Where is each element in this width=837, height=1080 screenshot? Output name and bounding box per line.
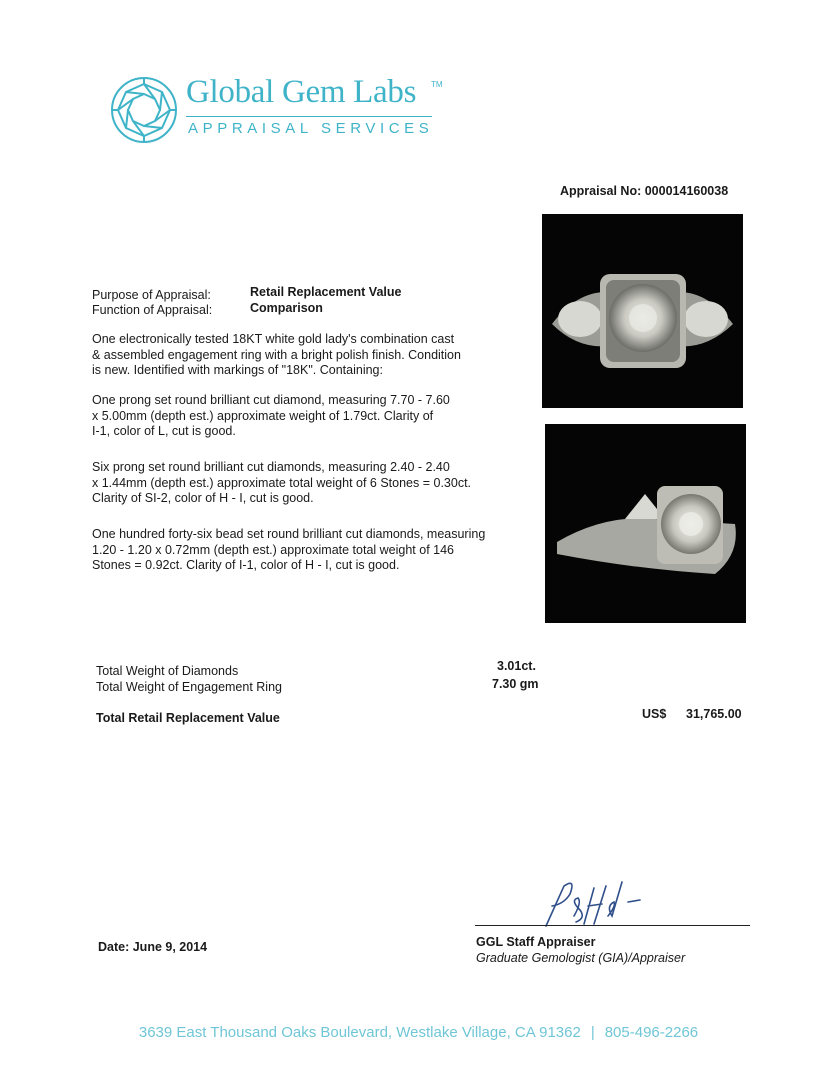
- ring-weight-label: Total Weight of Engagement Ring: [96, 680, 282, 694]
- ring-photo-top: [542, 214, 743, 408]
- footer-contact: [0, 1024, 837, 1041]
- brand-name: Global Gem Labs: [186, 74, 417, 110]
- description-line: Clarity of SI-2, color of H - I, cut is good.: [92, 491, 314, 505]
- currency-label: US$: [642, 707, 667, 721]
- diamond-weight-label: Total Weight of Diamonds: [96, 664, 239, 678]
- footer-address: 3639 East Thousand Oaks Boulevard, Westlake Village, CA 91362: [138, 1024, 581, 1041]
- description-line: 1.20 - 1.20 x 0.72mm (depth est.) approximate total weight of 146: [92, 542, 455, 557]
- appraiser-name: GGL Staff Appraiser: [476, 935, 596, 949]
- side-diamonds-description: [92, 460, 471, 507]
- brand-subtitle: APPRAISAL SERVICES: [188, 120, 434, 137]
- description-line: Stones = 0.92ct. Clarity of I-1, color of H - I, cut is good.: [92, 558, 400, 572]
- signature-image: [536, 876, 646, 932]
- description-line: x 1.44mm (depth est.) approximate total weight of 6 Stones = 0.30ct.: [92, 475, 472, 490]
- purpose-value: Retail Replacement Value: [250, 285, 402, 299]
- purpose-label: Purpose of Appraisal:: [92, 288, 211, 302]
- bead-diamonds-description: [92, 527, 485, 574]
- appraiser-title: Graduate Gemologist (GIA)/Appraiser: [476, 951, 686, 965]
- description-line: One prong set round brilliant cut diamond, measuring 7.70 - 7.60: [92, 393, 450, 407]
- function-label: Function of Appraisal:: [92, 303, 213, 317]
- description-line: I-1, color of L, cut is good.: [92, 424, 236, 438]
- description-line: One electronically tested 18KT white gold lady's combination cast: [92, 332, 455, 346]
- retail-value-label: Total Retail Replacement Value: [96, 711, 280, 725]
- trademark-mark: TM: [431, 80, 443, 89]
- footer-phone: 805-496-2266: [604, 1024, 699, 1041]
- function-value: Comparison: [250, 301, 323, 315]
- description-line: x 5.00mm (depth est.) approximate weight of 1.79ct. Clarity of: [92, 408, 434, 423]
- appraisal-date: Date: June 9, 2014: [98, 940, 208, 954]
- diamond-weight-value: 3.01ct.: [497, 659, 536, 673]
- ring-photo-side: [545, 424, 746, 623]
- brand-divider: [186, 116, 432, 117]
- diamond-circle-icon: [110, 76, 178, 144]
- description-line: is new. Identified with markings of "18K". Containing:: [92, 363, 383, 377]
- signature-line: [475, 925, 750, 926]
- ring-weight-value: 7.30 gm: [492, 677, 539, 691]
- retail-value-amount: 31,765.00: [686, 707, 742, 721]
- ring-description: [92, 332, 461, 379]
- footer-separator: |: [590, 1024, 595, 1041]
- center-diamond-description: [92, 393, 450, 440]
- description-line: One hundred forty-six bead set round brilliant cut diamonds, measuring: [92, 527, 486, 541]
- description-line: Six prong set round brilliant cut diamonds, measuring 2.40 - 2.40: [92, 460, 450, 474]
- description-line: & assembled engagement ring with a bright polish finish. Condition: [92, 347, 461, 362]
- appraisal-number: Appraisal No: 000014160038: [560, 184, 729, 198]
